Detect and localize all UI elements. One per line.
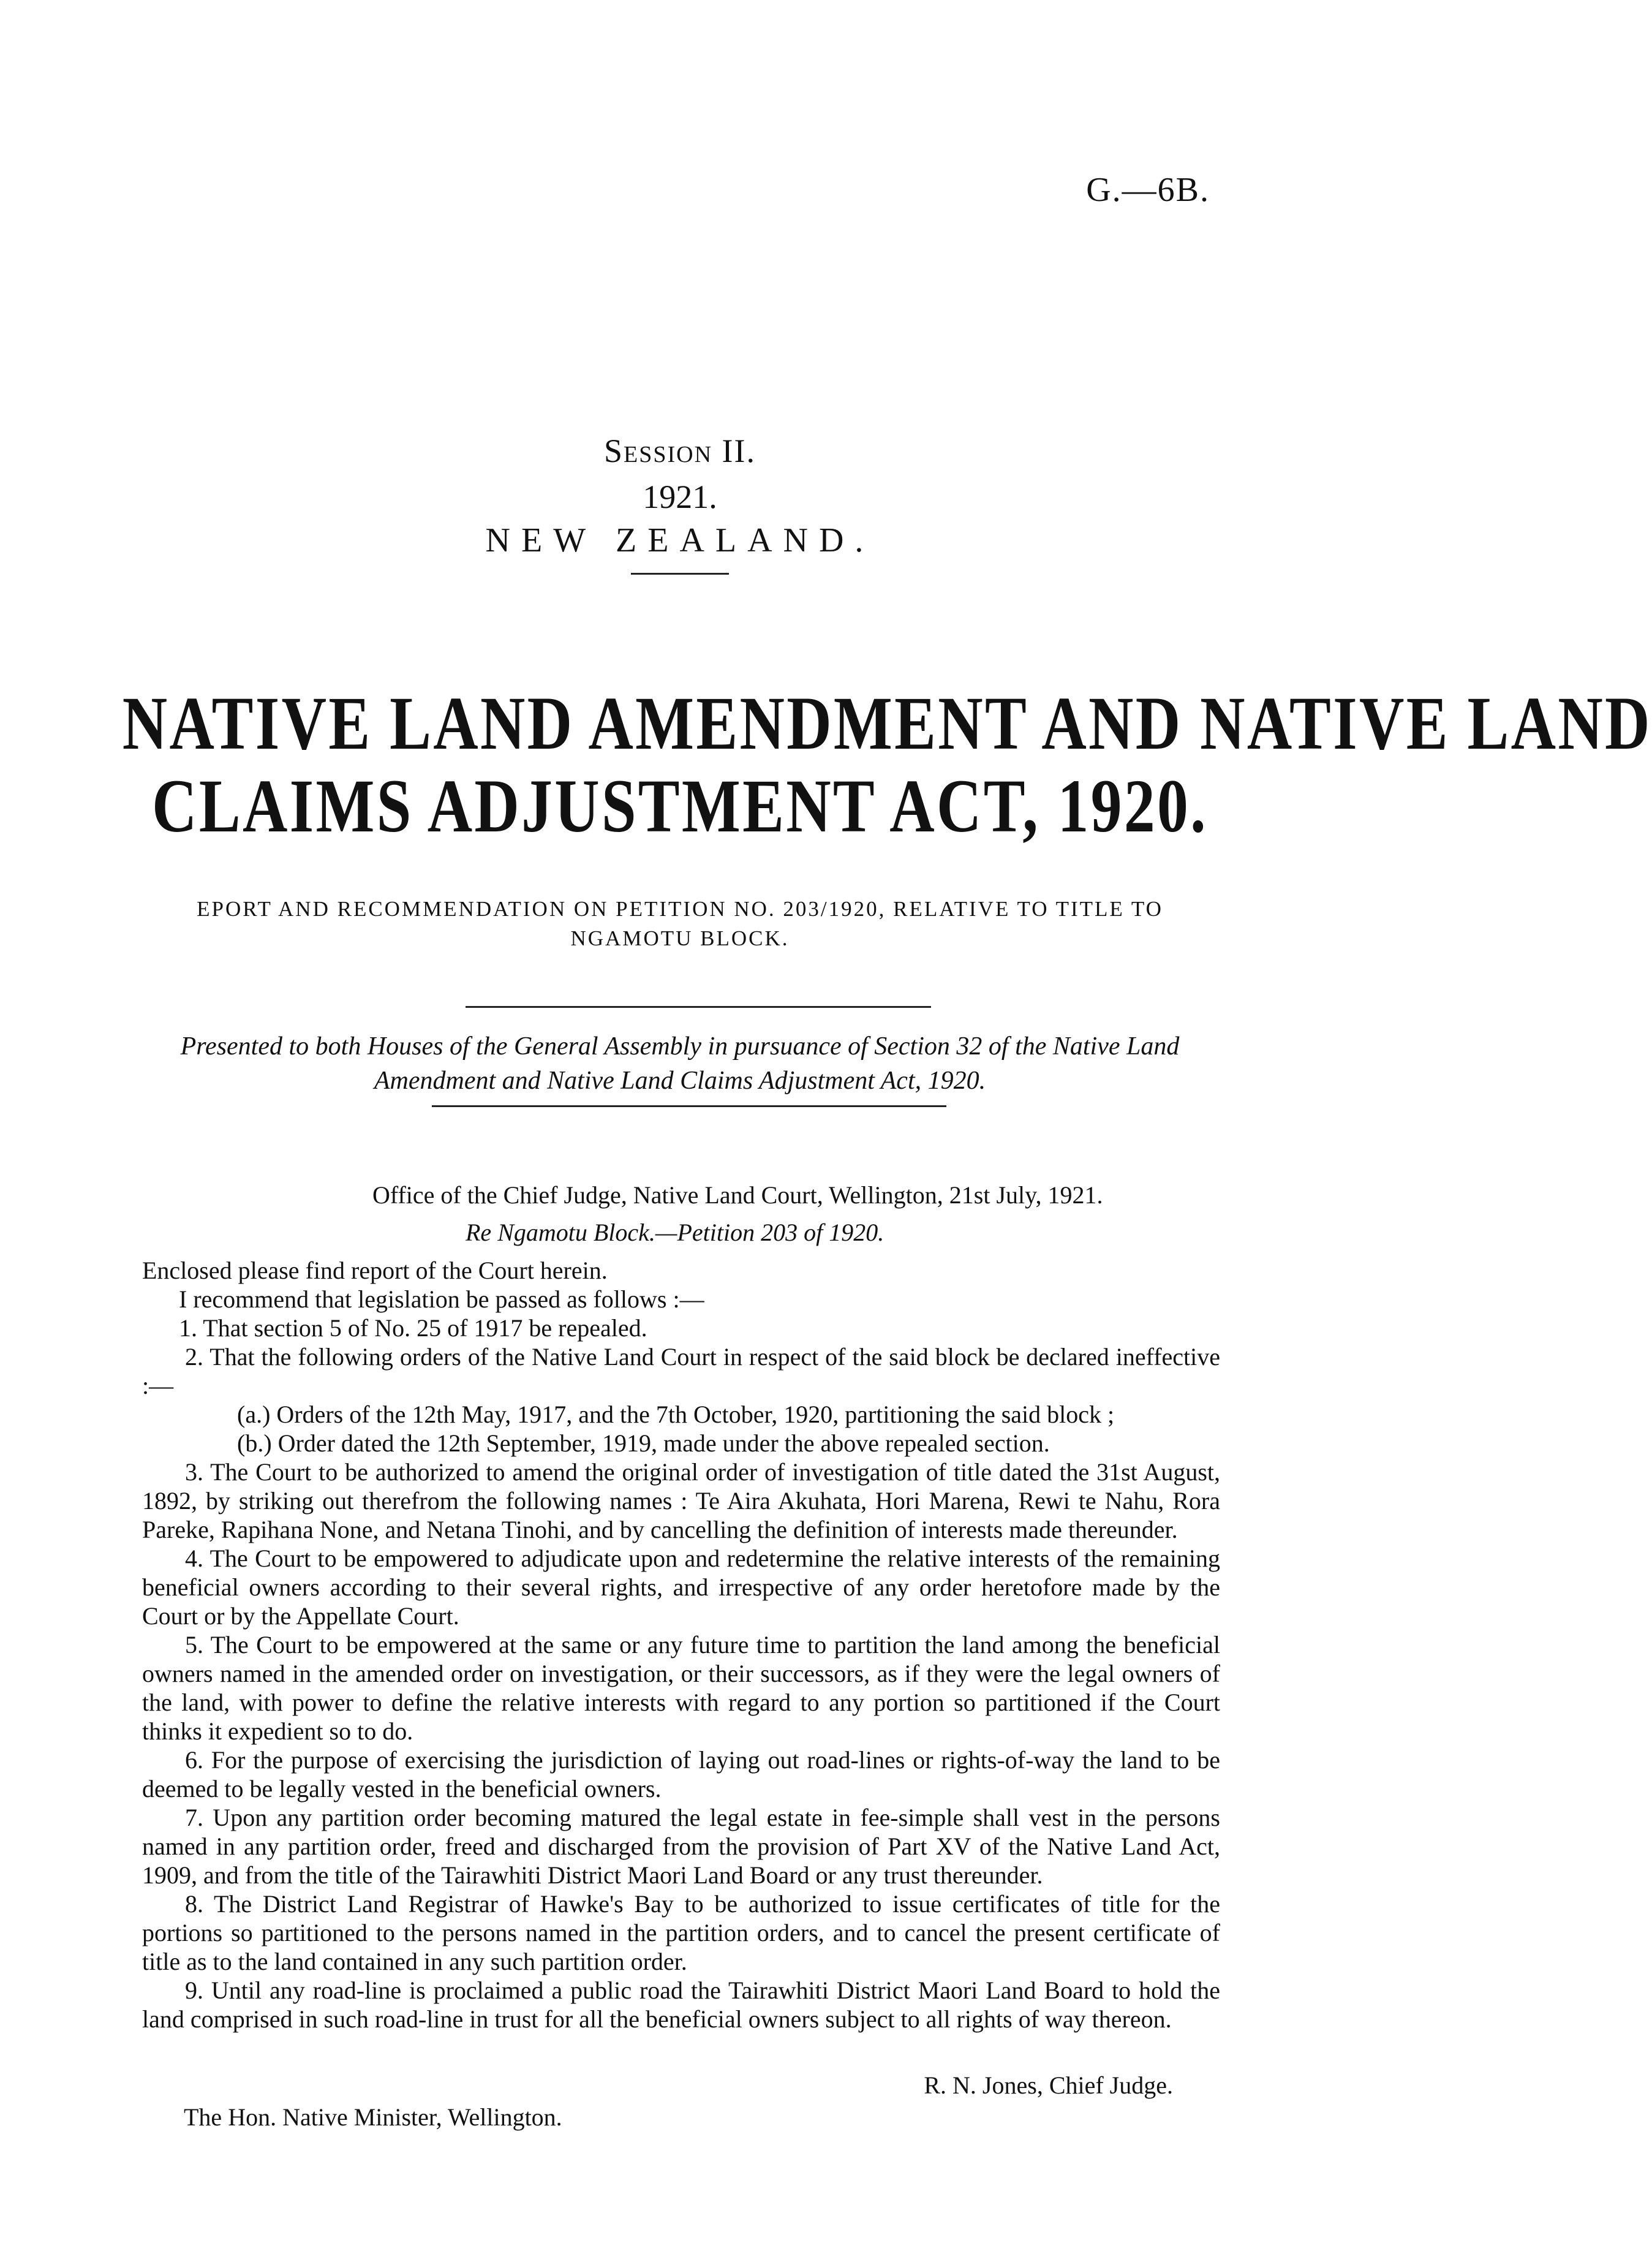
list-item: 7. Upon any partition order becoming matured the legal estate in fee-simple shall vest in the persons named in any partition order, freed and discharged from the provision of Part XV of the Native Land Act, 1909, and from the title of the Tairawhiti District Maori Land Board or any trust thereunder. [142,1804,1220,1889]
list-item: 4. The Court to be empowered to adjudicate upon and redetermine the relative interests of the remaining beneficial owners according to their several rights, and irrespective of any order heretofore made by the Court or by the Appellate Court. [142,1545,1220,1630]
list-item: 8. The District Land Registrar of Hawke's Bay to be authorized to issue certificates of title for the portions so partitioned to the persons named in the partition orders, and to cancel the present certificate of title as to the land contained in any such partition order. [142,1890,1220,1975]
list-item: 6. For the purpose of exercising the jurisdiction of laying out road-lines or rights-of-way the land to be deemed to be legally vested in the beneficial owners. [142,1746,1220,1802]
letter-body [142,1256,1220,2033]
list-item: 5. The Court to be empowered at the same or any future time to partition the land among the beneficial owners named in the amended order on investigation, or their successors, as if they were the legal owners of the land, with power to define the relative interests with regard to any portion so partitioned if the Court thinks it expedient so to do. [142,1631,1220,1745]
presented-note: Presented to both Houses of the General Assembly in pursuance of Section 32 of the Native Land Amendment and Native Land Claims Adjustment Act, 1920. [180,1032,1180,1095]
list-item: 9. Until any road-line is proclaimed a public road the Tairawhiti District Maori Land Board to hold the land comprised in such road-line in trust for all the beneficial owners subject to all rights of way thereon. [142,1976,1220,2033]
list-subitem: (b.) Order dated the 12th September, 1919, made under the above repealed section. [237,1429,1050,1457]
divider-rule [432,1105,946,1107]
session-year: 1921. [643,478,717,515]
office-dateline: Office of the Chief Judge, Native Land Court, Wellington, 21st July, 1921. [372,1181,1103,1209]
session-label: Session II. [603,433,756,469]
document-reference: G.—6B. [1086,171,1210,209]
act-title-line-2: CLAIMS ADJUSTMENT ACT, 1920. [152,764,1208,848]
list-item: 2. That the following orders of the Native Land Court in respect of the said block be declared ineffective :— [142,1343,1220,1399]
act-title-line-1: NATIVE LAND AMENDMENT AND NATIVE LAND [122,681,1652,765]
list-item: 3. The Court to be authorized to amend the original order of investigation of title dated the 31st August, 1892, by striking out therefrom the following names : Te Aira Akuhata, Hori Marena, Rewi te Nahu, Rora Pareke, Rapihana None, and Netana Tinohi, and by cancelling the definition of interests made thereunder. [142,1458,1220,1543]
letter-paragraph: Enclosed please find report of the Court herein. [142,1257,608,1284]
re-line: Re Ngamotu Block.—Petition 203 of 1920. [466,1219,884,1246]
divider-rule [466,1006,931,1008]
addressee: The Hon. Native Minister, Wellington. [184,2103,562,2131]
divider-rule [631,573,729,575]
letter-paragraph: I recommend that legislation be passed as follows :— [179,1285,704,1313]
list-item: 1. That section 5 of No. 25 of 1917 be repealed. [179,1314,647,1342]
report-subtitle: EPORT AND RECOMMENDATION ON PETITION NO. 203/1920, RELATIVE TO TITLE TO NGAMOTU BLOCK. [197,897,1163,950]
signature: R. N. Jones, Chief Judge. [924,2071,1173,2099]
country-heading: NEW ZEALAND. [485,521,875,559]
list-subitem: (a.) Orders of the 12th May, 1917, and the 7th October, 1920, partitioning the said block ; [237,1401,1115,1428]
